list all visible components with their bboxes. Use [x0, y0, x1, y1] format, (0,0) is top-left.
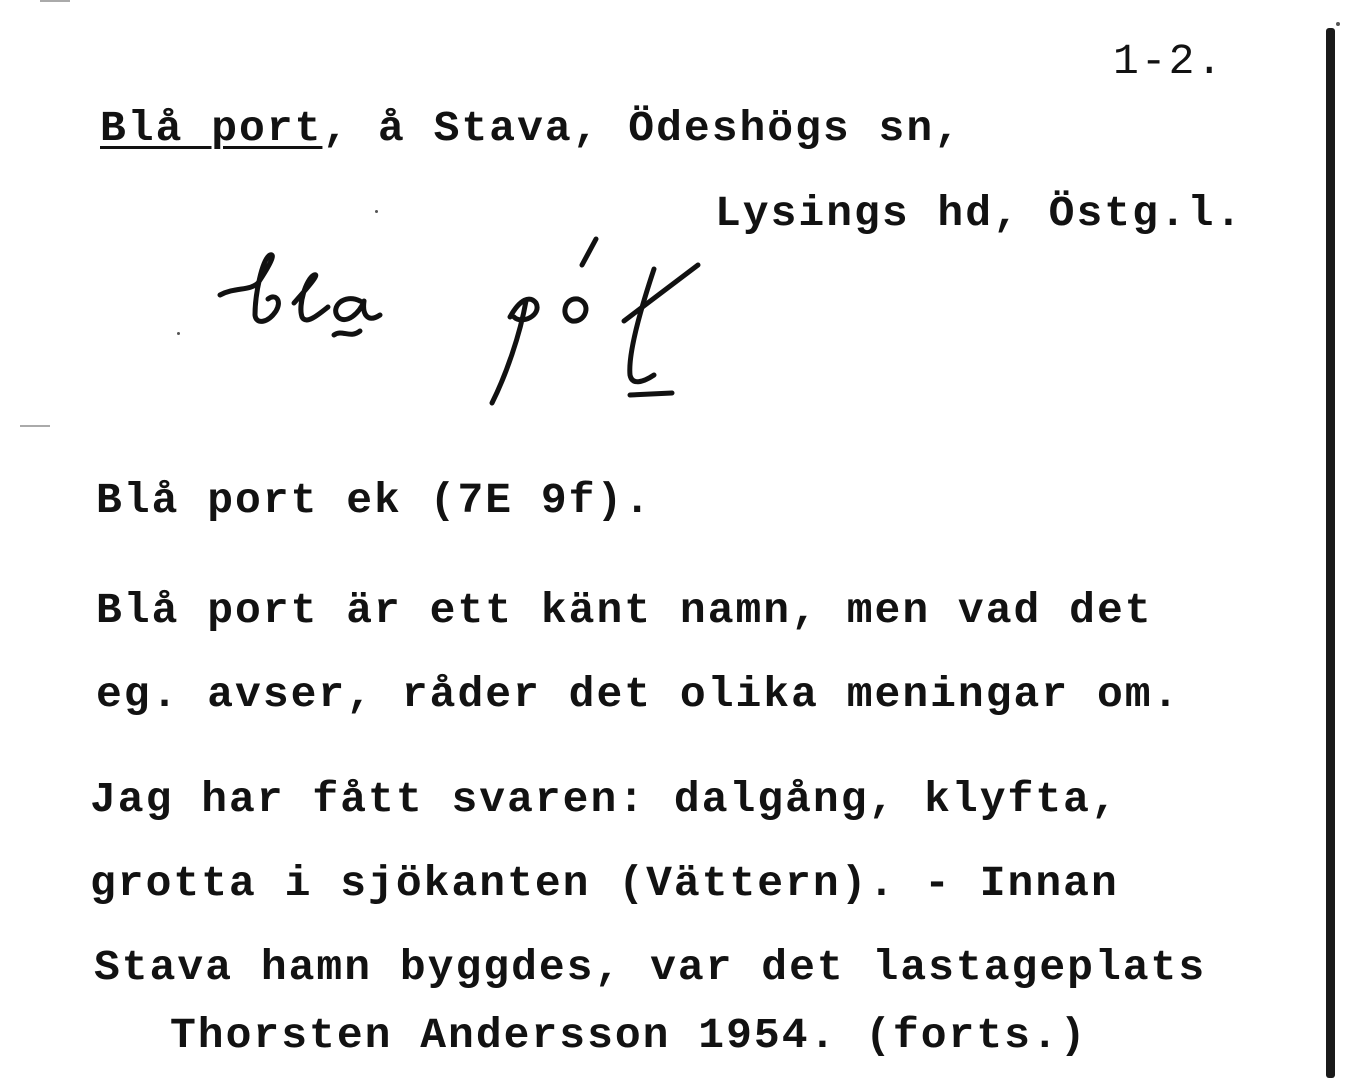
header-district: Lysings hd, Östg.l.: [715, 189, 1244, 238]
card-edge-line: [1326, 28, 1335, 1078]
speck: [1336, 22, 1340, 26]
card-number: 1-2.: [1113, 37, 1225, 86]
header-line-1: [100, 103, 962, 155]
header-place-rest: , å Stava, Ödeshögs sn,: [322, 104, 962, 153]
speck: [177, 332, 180, 335]
map-reference: Blå port ek (7E 9f).: [96, 476, 653, 525]
place-name-underlined: Blå port: [100, 104, 323, 153]
speck: [40, 0, 70, 2]
body-line-5: Stava hamn byggdes, var det lastageplats: [94, 943, 1207, 992]
body-line-1: Blå port är ett känt namn, men vad det: [96, 586, 1153, 635]
speck: [375, 210, 378, 213]
body-line-4: grotta i sjökanten (Vättern). - Innan: [90, 859, 1119, 908]
handwritten-pronunciation: [210, 225, 710, 415]
body-line-2: eg. avser, råder det olika meningar om.: [96, 670, 1181, 719]
speck: [20, 425, 50, 427]
body-line-3: Jag har fått svaren: dalgång, klyfta,: [90, 775, 1119, 824]
signature-line: Thorsten Andersson 1954. (forts.): [170, 1011, 1088, 1060]
